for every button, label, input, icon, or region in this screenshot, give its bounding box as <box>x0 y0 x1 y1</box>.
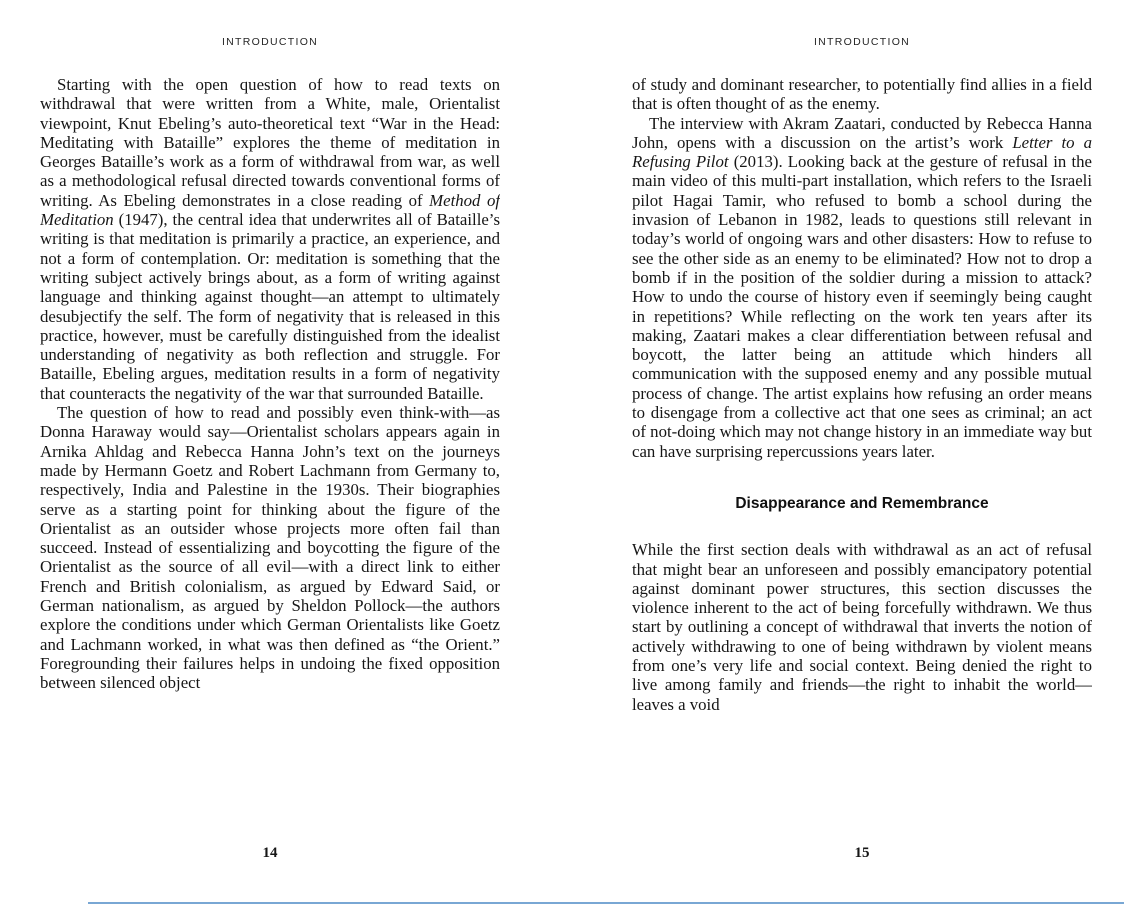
text-run: (2013). Looking back at the gesture of refusal in the main video of this multi-part installation, which refers to the Israeli pilot Hagai Tamir, who refused to bomb a school during the invasion of Lebanon in 1982, leads to questions still relevant in today’s world of ongoing wars and other disasters: How to refuse to see the other side as an enemy to be eliminated? How not to drop a bomb if in the position of the soldier during a mission to attack? How to undo the course of history even if seemingly being caught in repetitions? While reflecting on the work ten years after its making, Zaatari makes a clear differentiation between refusal and boycott, the latter being an attitude which hinders all communication with the supposed enemy and any possible mutual process of change. The artist explains how refusing an order means to disengage from a collective act that one sees as criminal; an act of not-doing which may not change history in an immediate way but can have surprising repercussions years later. <box>632 152 1092 461</box>
page-content <box>40 75 500 835</box>
text-run: The question of how to read and possibly even think-with—as Donna Haraway would say—Orientalist scholars appears again in Arnika Ahldag and Rebecca Hanna John’s text on the journeys made by Hermann Goetz and Robert Lachmann from Germany to, respectively, India and Palestine in the 1930s. Their biographies serve as a starting point for thinking about the figure of the Orientalist as an outsider whose projects more often fail than succeed. Instead of essentializing and boycotting the figure of the Orientalist as the source of all evil—with a direct link to either French and British colonialism, as argued by Edward Said, or German nationalism, as argued by Sheldon Pollock—the authors explore the conditions under which German Orientalists like Goetz and Lachmann worked, in what was then defined as “the Orient.” Foregrounding their failures helps in undoing the fixed opposition between silenced object <box>40 403 500 693</box>
paragraph <box>40 75 500 403</box>
text-run: (1947), the central idea that underwrites all of Bataille’s writing is that meditation is primarily a practice, an experience, and not a form of contemplation. Or: meditation is something that the writing subject actively brings about, as a form of writing against language and thinking against thought—an attempt to ultimately desubjectify the self. The form of negativity that is released in this practice, however, must be carefully distinguished from the idealist understanding of negativity as both reflection and struggle. For Bataille, Ebeling argues, meditation results in a form of negativity that counteracts the negativity of the war that surrounded Bataille. <box>40 210 500 403</box>
paragraph <box>632 114 1092 461</box>
page-right <box>562 0 1124 904</box>
text-run: The interview with Akram Zaatari, conducted by Rebecca Hanna John, opens with a discussion on the artist’s work <box>632 113 1092 152</box>
paragraph <box>632 75 1092 114</box>
text-run: Starting with the open question of how to read texts on withdrawal that were written from a White, male, Orientalist viewpoint, Knut Ebeling’s auto-theoretical text “War in the Head: Meditating with Bataille” explores the theme of meditation in Georges Bataille’s work as a form of withdrawal from war, as well as a methodological refusal directed towards conventional forms of writing. As Ebeling demonstrates in a close reading of <box>40 75 500 210</box>
running-header: INTRODUCTION <box>221 36 319 48</box>
paragraph <box>632 540 1092 714</box>
running-header: INTRODUCTION <box>813 36 911 48</box>
italic-text-run: Letter to a Refusing Pilot <box>632 132 1092 172</box>
page-number: 15 <box>854 845 870 861</box>
paragraph <box>40 403 500 692</box>
text-run: of study and dominant researcher, to potentially find allies in a field that is often thought of as the enemy. <box>632 75 1092 114</box>
section-heading: Disappearance and Remembrance <box>735 494 989 512</box>
page-number: 14 <box>262 845 278 861</box>
italic-text-run: Method of Meditation <box>40 190 500 230</box>
page-content <box>632 75 1092 835</box>
text-run: While the first section deals with withdrawal as an act of refusal that might bear an unforeseen and possibly emancipatory potential against dominant power structures, this section discusses the violence inherent to the act of being forcefully withdrawn. We thus start by outlining a concept of withdrawal that inverts the notion of actively withdrawing to one of being withdrawn by violent means from one’s very life and social context. Being denied the right to live among family and friends—the right to inhabit the world—leaves a void <box>632 540 1092 714</box>
